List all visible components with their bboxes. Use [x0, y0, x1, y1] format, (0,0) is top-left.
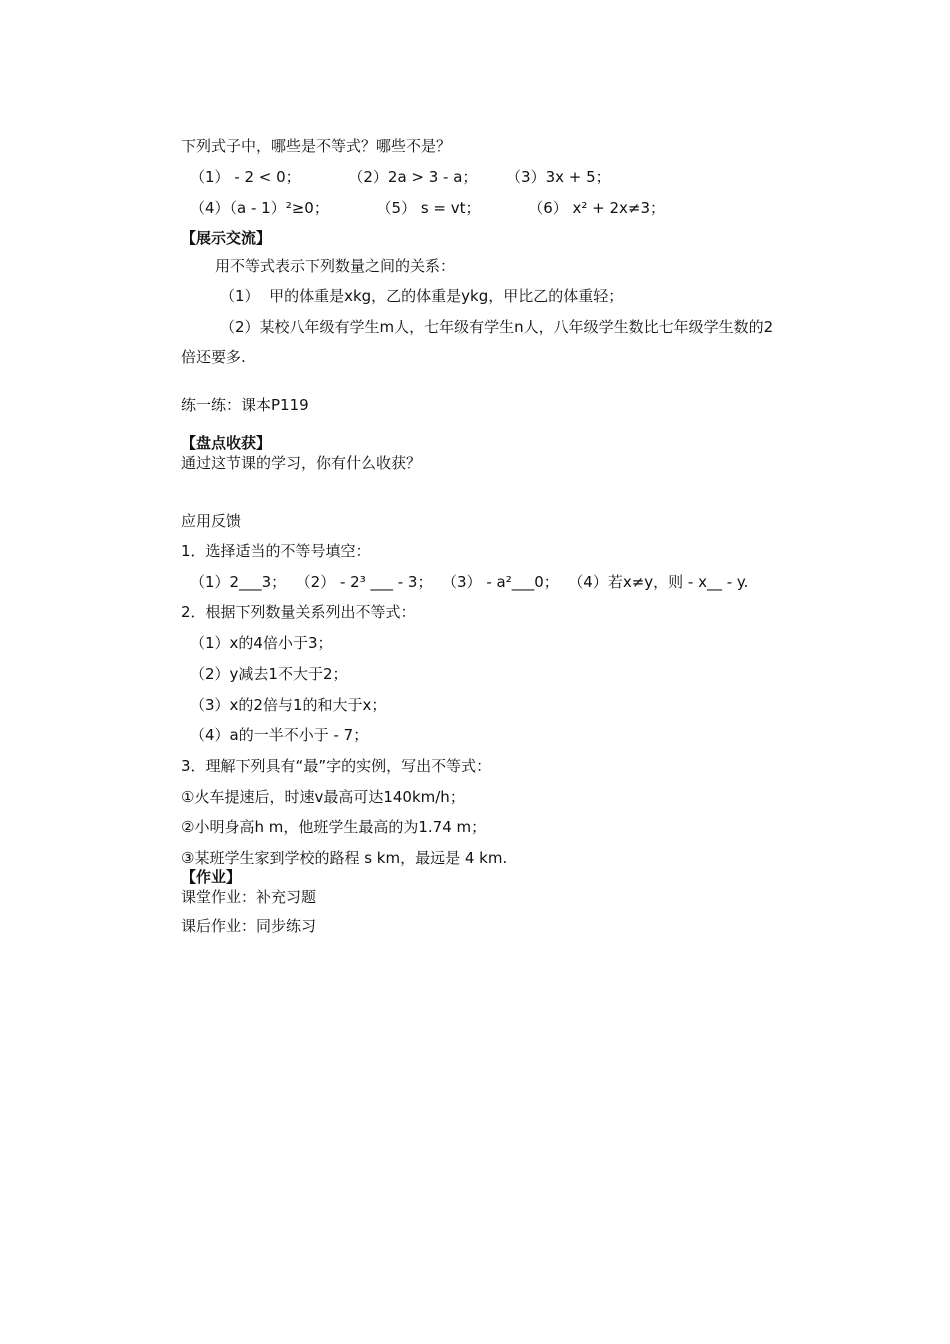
- list-item: （3）x的2倍与1的和大于x；: [190, 696, 387, 714]
- list-item: ②小明身高h m，他班学生最高的为1.74 m；: [181, 818, 487, 836]
- practice-text: 练一练：课本P119: [181, 396, 309, 414]
- summary-heading: 【盘点收获】: [181, 434, 272, 452]
- homework-heading: 【作业】: [181, 868, 242, 886]
- homework-class-work: 课堂作业：补充习题: [181, 888, 317, 906]
- list-item: ③某班学生家到学校的路程 s km，最远是 4 km.: [181, 849, 508, 867]
- feedback-q1: 1．选择适当的不等号填空：: [181, 542, 371, 560]
- intro-row-1: （1） - 2 < 0； （2）2a > 3 - a； （3）3x + 5；: [190, 168, 611, 186]
- feedback-q1-items: （1）2___3； （2） - 2³ ___ - 3； （3） - a²___0； （4）若x≠y，则 - x__ - y.: [190, 573, 749, 591]
- list-item: （1）x的4倍小于3；: [190, 634, 333, 652]
- feedback-q3: 3．理解下列具有“最”字的实例，写出不等式：: [181, 757, 492, 775]
- exhibit-item-2-line-2: 倍还要多.: [181, 348, 246, 366]
- exhibit-item-1: （1） 甲的体重是xkg，乙的体重是ykg，甲比乙的体重轻；: [220, 287, 624, 305]
- list-item: ①火车提速后，时速v最高可达140km/h；: [181, 788, 465, 806]
- summary-text: 通过这节课的学习，你有什么收获？: [181, 454, 422, 472]
- list-item: （2）y减去1不大于2；: [190, 665, 348, 683]
- exhibit-item-2-line-1: （2）某校八年级有学生m人，七年级有学生n人，八年级学生数比七年级学生数的2: [220, 318, 774, 336]
- intro-question: 下列式子中，哪些是不等式？哪些不是？: [181, 137, 452, 155]
- homework-after-class: 课后作业：同步练习: [181, 917, 317, 935]
- feedback-title: 应用反馈: [181, 512, 242, 530]
- list-item: （4）a的一半不小于 - 7；: [190, 726, 369, 744]
- intro-row-2: （4）（a - 1）²≥0； （5） s = vt； （6） x² + 2x≠3；: [190, 199, 666, 217]
- exhibit-heading: 【展示交流】: [181, 229, 272, 247]
- exhibit-prompt: 用不等式表示下列数量之间的关系：: [215, 257, 456, 275]
- feedback-q2: 2．根据下列数量关系列出不等式：: [181, 603, 416, 621]
